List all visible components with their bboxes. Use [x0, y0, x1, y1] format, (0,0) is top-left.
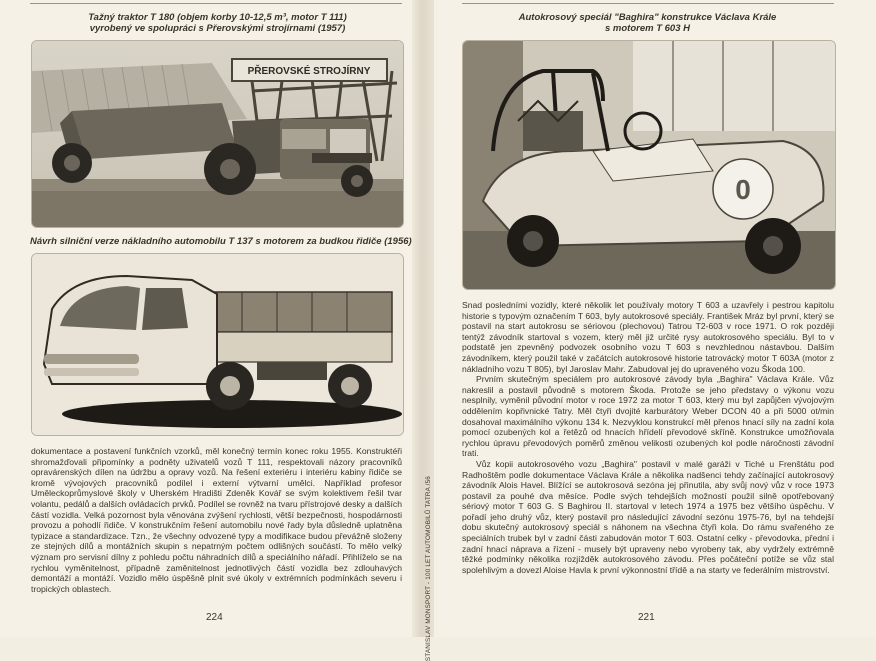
caption-tractor-line1: Tažný traktor T 180 (objem korby 10-12,5 m³, motor T 111) — [88, 12, 347, 23]
right-paragraph-3: Vůz kopii autokrosového vozu „Baghira" postavil v malé garáži v Tiché u Frenštátu pod Radhoštěm podle dokumentace Václava Krále a několika nadšenci tehdy začínající autokrosový závodník Alois Havel. Blížící se autokrosová sezóna jej přinutila, aby svůj nový vůz v roce 1973 postavil za pouhé dva měsíce. Podle svých tehdejších možností použil silně opotřebovaný sériový motor T 603 G. S Baghirou II. startoval v letech 1974 a 1975 bez většího úspěchu. V pořadí jeho druhý vůz, který postavil pro následující závodní sezónu 1975-76, byl na tehdejší dobu skutečný autokrosový speciál s náhonem na všechna čtyři kola. Do rámu svařeného ze speciálních trubek byl v zadní části zabudován motor T 603. Ostatní celky - převodovka, přední i zadní hnací náprava a řízení - musely být upraveny nebo vyrobeny tak, aby vydržely extrémně těžké podmínky několika rozjížděk autokrosového závodu. Přes počáteční potíže se vůz stal spolehlivým a dovezl Aloise Havla k první výkonnostní třídě a na starty ve federálním mistrovství. — [462, 458, 834, 575]
left-top-rule — [30, 3, 402, 4]
caption-baghira — [470, 12, 825, 34]
factory-sign-text: PŘEROVSKÉ STROJÍRNY — [247, 66, 371, 77]
caption-truck-t137 — [30, 236, 412, 247]
truck-illustration — [32, 254, 403, 435]
right-paragraph-2: Prvním skutečným speciálem pro autokrosové závody byla „Baghira" Václava Krále. Vůz nakreslil a postavil původně s motorem Škoda. Protože se jeho představy o výkonu vozu nesplnily, vyměnil původní motor v roce 1972 za motor T 603, který mu byl zapůjčen vývojovým oddělením kopřivnické Tatry. Měl čtyři dvojité karburátory Weber DCON 40 a při 5000 ot/min dosahoval maximálního výkonu 134 k. Nezvyklou konstrukcí měl přenos hnací síly na zadní kola pomocí ozubených kol a řetězů od hnacích hřídelí převodové skříně. Konstrukce umožňovala rychlou úpravu převodových poměrů změnou velikosti ozubených kol podle náročnosti závodní trati. — [462, 374, 834, 459]
caption-baghira-line2: s motorem T 603 H — [605, 23, 690, 34]
right-body-text — [462, 300, 834, 575]
left-paragraph: dokumentace a postavení funkčních vzorků, měl konečný termín konec roku 1955. Konstruktéři shromažďovali připomínky a podněty uživatelů vozů T 111, respektovali názory pracovníků opravárenských dílen na údržbu a opravy vozů. Na řešení exteriéru i interiéru kabiny řidiče se kromě vývojových pracovníků podílel i externí výtvarní umělci. Například profesor Uměleckoprůmyslové školy v Uherském Hradišti Zdeněk Kovář se svým kolektivem řešil tvar volantu, pedálů a dalších ovládacích prvků. Podílel se rovněž na tvaru přístrojové desky a dalších částí vozidla. Velká pozornost byla věnována zvýšení rychlosti, větší bezpečnosti, hospodárnosti provozu a pohodlí řidiče. V konstrukčním řešení automobilu nové řady byla důsledně uplatněna typizace a standardizace. Tzn., že všechny odvozené typy a modifikace budou převážně složeny ze stejných dílů a montážních skupin s nepatrným počtem odlišných součástí. To mělo velký význam pro servisní dílny z pohledu počtu náhradních dílů a speciálního nářadí. Přihlíželo se na rychlou vyměnitelnost, případně zaměnitelnost jednotlivých částí vozidla bez zdlouhavých demontáží a montáží. Vozidlo mělo úspěšně plnit své úkoly v extrémních podmínkách severu i tropických oblastech. — [31, 446, 402, 594]
left-body-text — [31, 446, 402, 594]
spine-text: STANISLAV MONSPORT - 100 LET AUTOMOBILŮ TATRA /56 — [425, 476, 432, 661]
caption-baghira-line1: Autokrosový speciál "Baghira" konstrukce Václava Krále — [518, 12, 777, 23]
baghira-illustration — [463, 41, 835, 289]
right-page-number: 221 — [638, 612, 655, 623]
photo-baghira — [462, 40, 836, 290]
right-paragraph-1: Snad posledními vozidly, které několik let používaly motory T 603 a uzavřely i pestrou kapitolu historie s typovým označením T 603, byly autokrosové speciály. František Mráz byl první, který se postavil na start autokrosu se sériovou (plechovou) Tatrou T2-603 v roce 1971. O rok později tentýž závodník startoval s vozem, který měl již určité rysy autokrosového speciálu. Byl to v podstatě jen zpevněný podvozek osobního vozu T 603 s nevzhlednou nástavbou. Dalším závodníkem, který použil také v začátcích autokrosové historie tatrovácký motor T 603A (motor z nákladního vozu T 805), byl Jaroslav Mahr. Zabudoval jej do upraveného vozu Škoda 100. — [462, 300, 834, 374]
right-top-rule — [462, 3, 834, 4]
tractor-illustration — [32, 41, 403, 227]
left-page-number: 224 — [206, 612, 223, 623]
caption-truck-t137-text: Návrh silniční verze nákladního automobilu T 137 s motorem za budkou řidiče (1956) — [30, 236, 412, 247]
drawing-truck-t137 — [31, 253, 404, 436]
caption-tractor — [40, 12, 395, 34]
caption-tractor-line2: vyrobený ve spolupráci s Přerovskými strojírnami (1957) — [89, 23, 346, 34]
race-number: 0 — [735, 174, 751, 205]
photo-tractor-t180 — [31, 40, 404, 228]
